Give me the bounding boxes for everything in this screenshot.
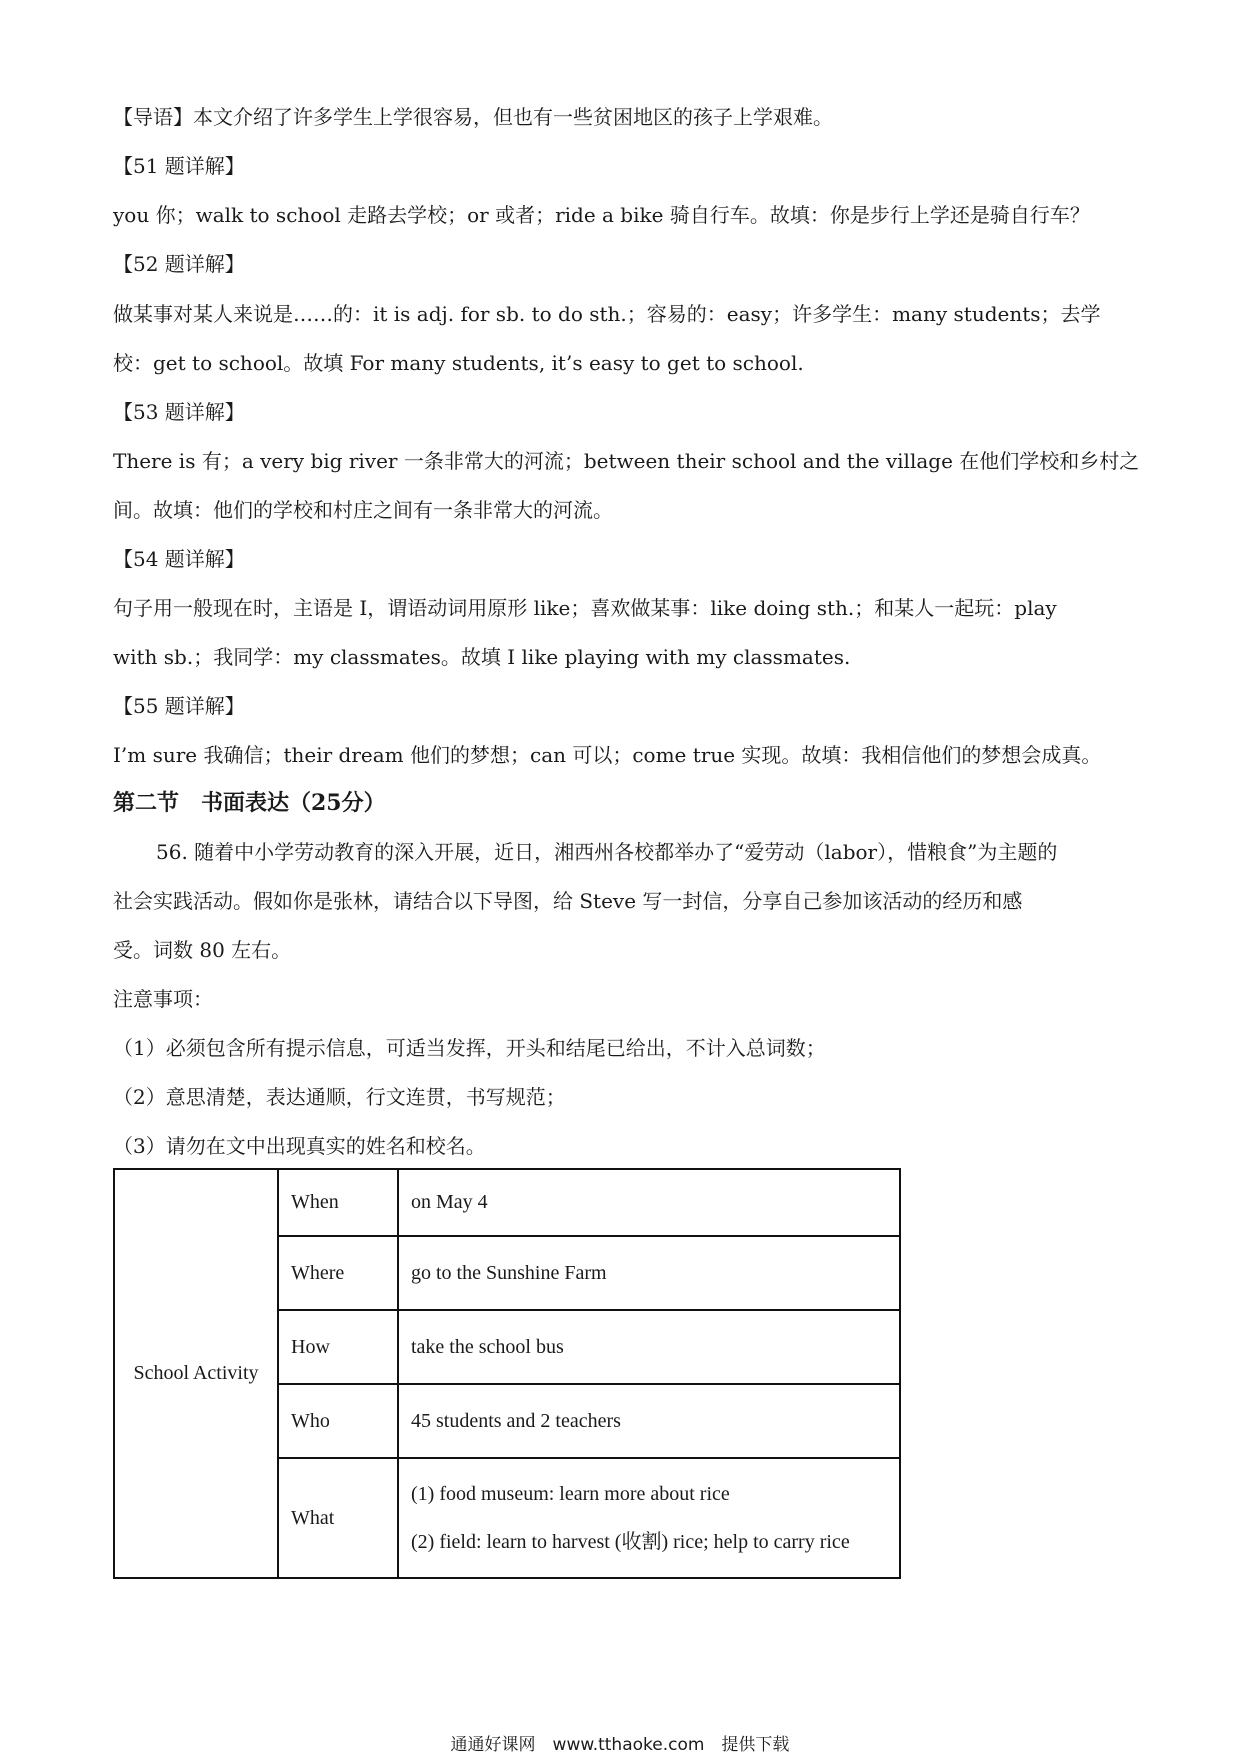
q51-text: you 你；walk to school 走路去学校；or 或者；ride a bike 骑自行车。故填：你是步行上学还是骑自行车？ <box>113 203 1090 227</box>
table-row <box>114 1169 900 1236</box>
note-1: （1）必须包含所有提示信息，可适当发挥，开头和结尾已给出，不计入总词数； <box>113 1036 826 1060</box>
row-key-how: How <box>278 1310 398 1384</box>
row-value-who: 45 students and 2 teachers <box>398 1384 900 1458</box>
writing-prompt-line-3: 受。词数 80 左右。 <box>113 938 292 962</box>
row-key-what: What <box>278 1458 398 1578</box>
q52-line-2: 校：get to school。故填 For many students, it’s easy to get to school. <box>113 351 804 375</box>
q53-line-1: There is 有；a very big river 一条非常大的河流；between their school and the village 在他们学校和乡村之 <box>113 449 1140 473</box>
q55-text: I’m sure 我确信；their dream 他们的梦想；can 可以；come true 实现。故填：我相信他们的梦想会成真。 <box>113 743 1102 767</box>
row-value-how: take the school bus <box>398 1310 900 1384</box>
q52-line-1: 做某事对某人来说是……的：it is adj. for sb. to do sth.；容易的：easy；许多学生：many students；去学 <box>113 302 1101 326</box>
activity-table <box>113 1168 901 1579</box>
section2-heading: 第二节 书面表达（25分） <box>113 790 386 816</box>
row-value-where: go to the Sunshine Farm <box>398 1236 900 1310</box>
intro-text: 【导语】本文介绍了许多学生上学很容易，但也有一些贫困地区的孩子上学艰难。 <box>113 105 833 129</box>
q54-title: 【54 题详解】 <box>113 547 245 571</box>
note-3: （3）请勿在文中出现真实的姓名和校名。 <box>113 1134 486 1158</box>
q54-line-1: 句子用一般现在时，主语是 I，谓语动词用原形 like；喜欢做某事：like doing sth.；和某人一起玩：play <box>113 596 1057 620</box>
what-item-2: (2) field: learn to harvest (收割) rice; help to carry rice <box>411 1531 850 1553</box>
row-key-where: Where <box>278 1236 398 1310</box>
q55-title: 【55 题详解】 <box>113 694 245 718</box>
q52-title: 【52 题详解】 <box>113 252 245 276</box>
q51-title: 【51 题详解】 <box>113 154 245 178</box>
q53-line-2: 间。故填：他们的学校和村庄之间有一条非常大的河流。 <box>113 498 613 522</box>
page-footer: 通通好课网 www.tthaoke.com 提供下载 <box>450 1735 790 1755</box>
row-key-when: When <box>278 1169 398 1236</box>
row-value-when: on May 4 <box>398 1169 900 1236</box>
writing-prompt-line-1: 56. 随着中小学劳动教育的深入开展，近日，湘西州各校都举办了“爱劳动（labor），惜粮食”为主题的 <box>156 840 1058 864</box>
row-value-what <box>398 1458 900 1578</box>
q54-line-2: with sb.；我同学：my classmates。故填 I like playing with my classmates. <box>113 645 851 669</box>
notes-title: 注意事项： <box>113 987 213 1011</box>
note-2: （2）意思清楚，表达通顺，行文连贯，书写规范； <box>113 1085 566 1109</box>
what-item-1: (1) food museum: learn more about rice <box>411 1483 730 1505</box>
q53-title: 【53 题详解】 <box>113 400 245 424</box>
activity-cell: School Activity <box>114 1169 278 1578</box>
writing-prompt-line-2: 社会实践活动。假如你是张林，请结合以下导图，给 Steve 写一封信，分享自己参加该活动的经历和感 <box>113 889 1023 913</box>
row-key-who: Who <box>278 1384 398 1458</box>
